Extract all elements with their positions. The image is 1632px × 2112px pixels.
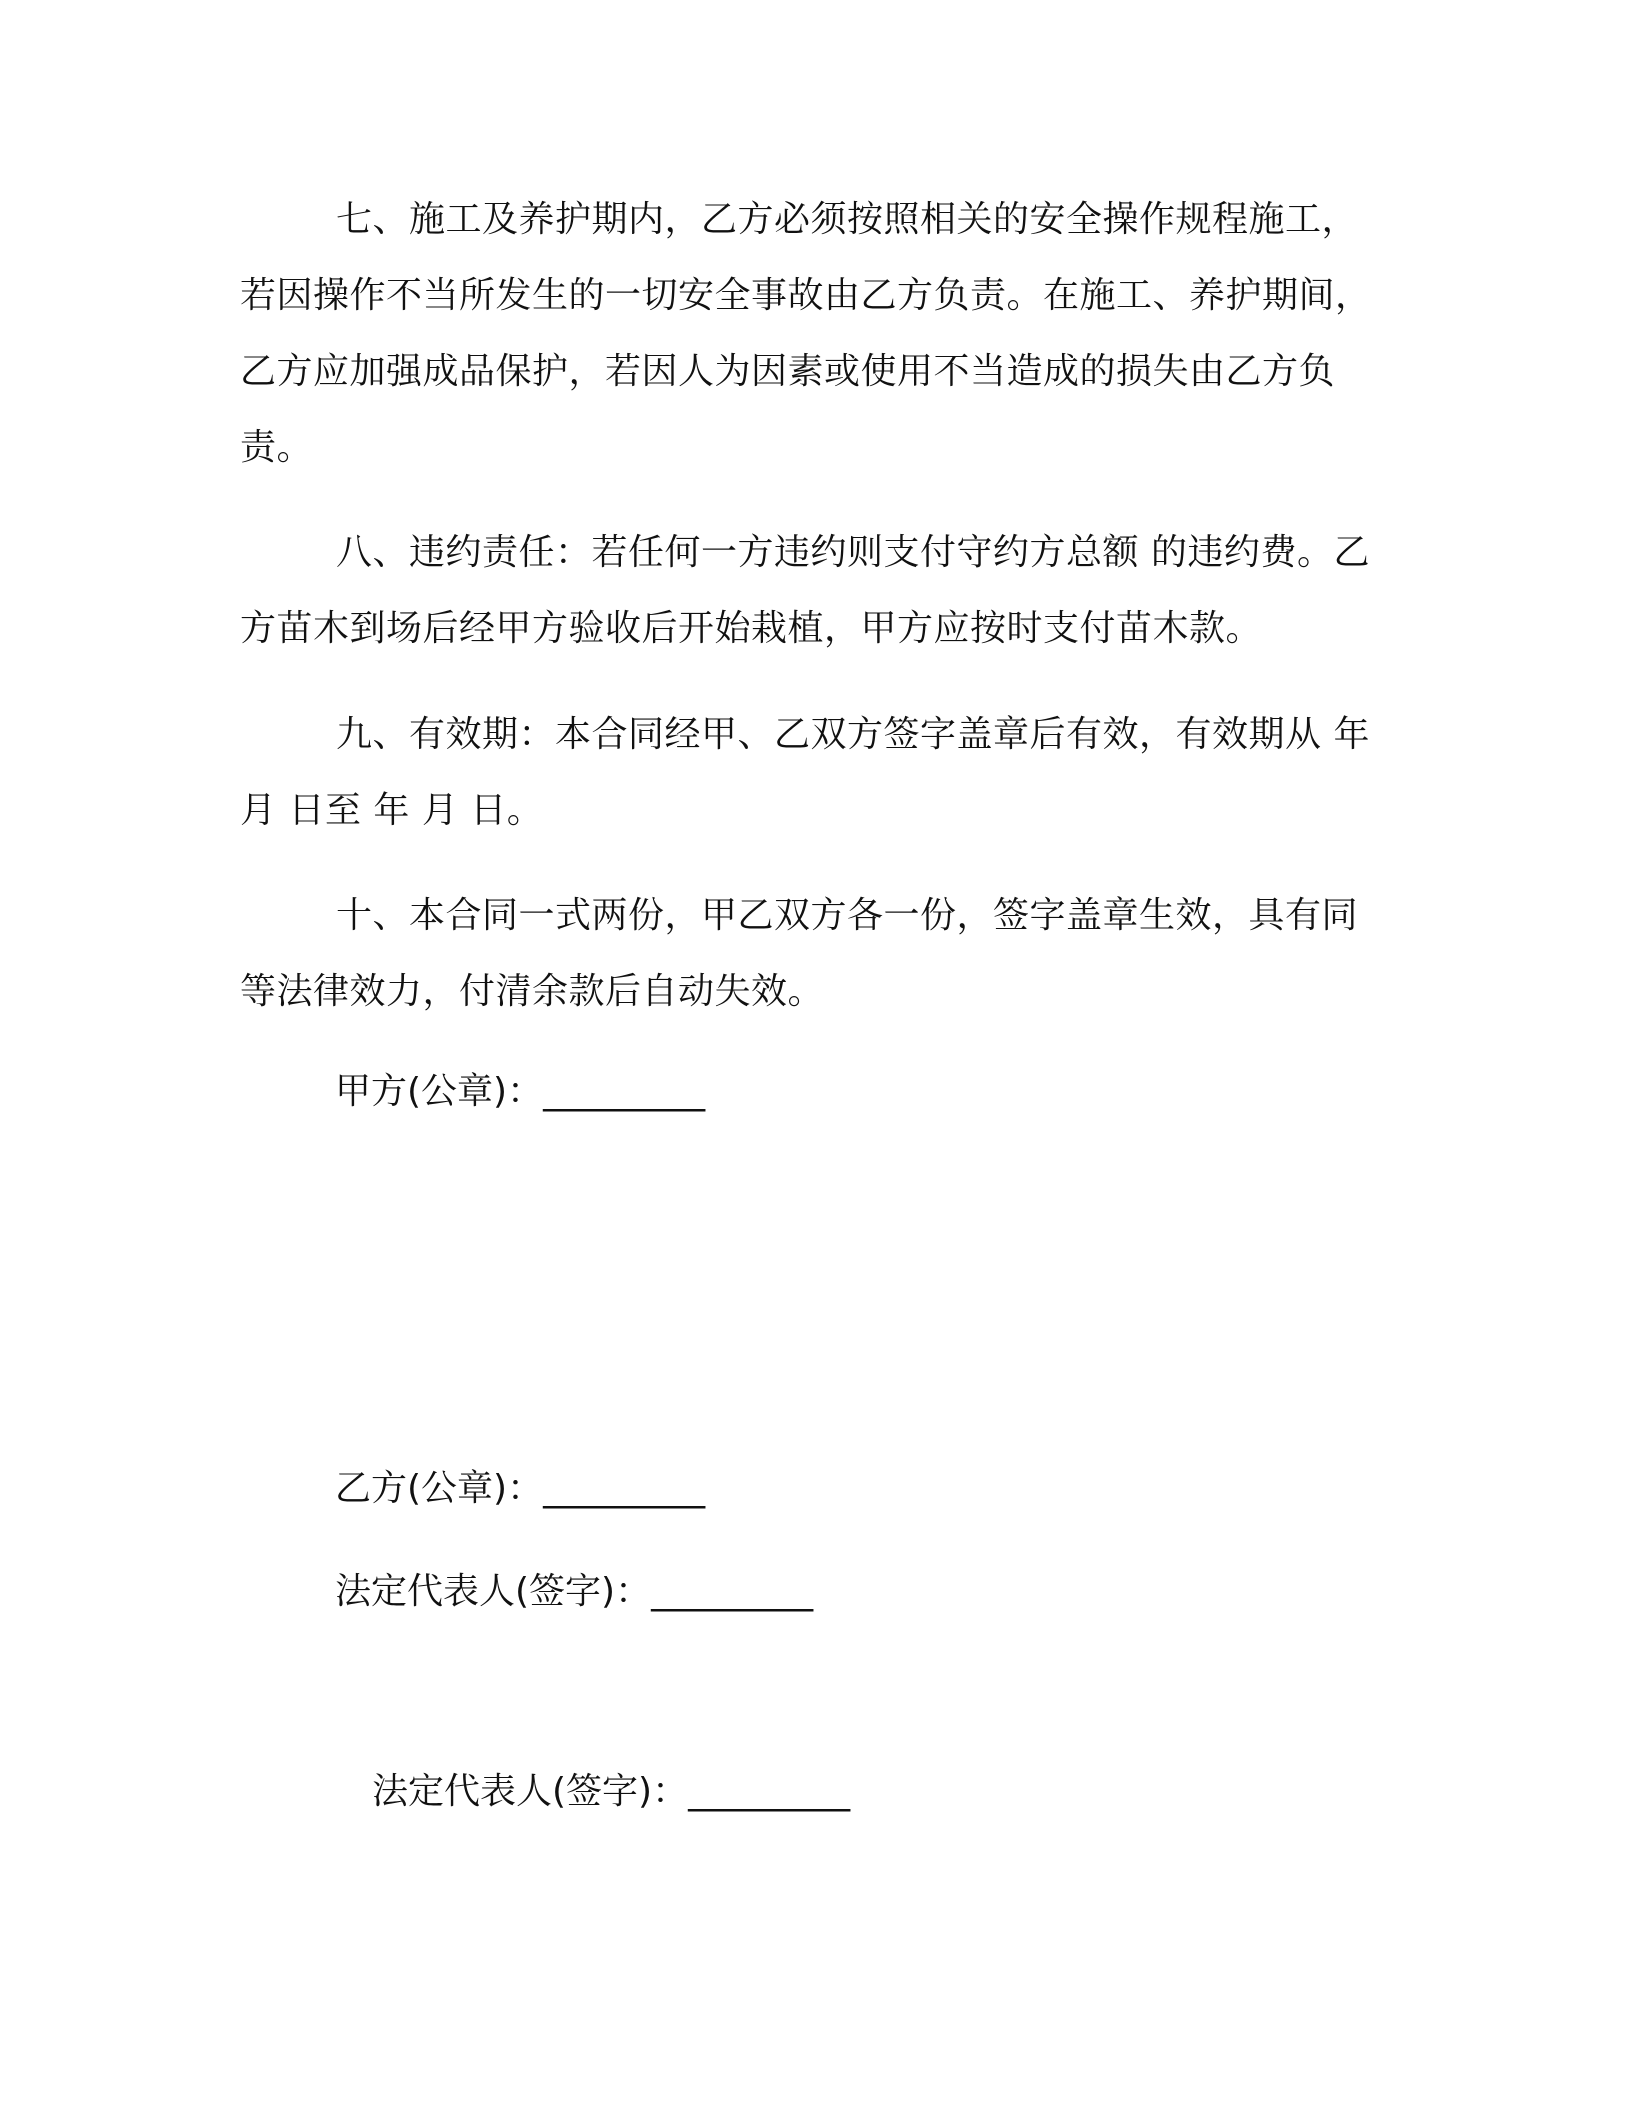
party-b-seal-line: 乙方(公章)：_________ xyxy=(335,1468,706,1509)
clause-ten: 十、本合同一式两份，甲乙双方各一份，签字盖章生效，具有同等法律效力，付清余款后自动失效。 xyxy=(240,895,1359,1012)
legal-representative-signature-line-2: 法定代表人(签字)：_________ xyxy=(372,1771,851,1812)
clause-eight: 八、违约责任：若任何一方违约则支付守约方总额 的违约费。乙方苗木到场后经甲方验收后开始栽植，甲方应按时支付苗木款。 xyxy=(240,532,1370,649)
legal-representative-signature-line: 法定代表人(签字)：_________ xyxy=(335,1571,814,1612)
clause-nine: 九、有效期：本合同经甲、乙双方签字盖章后有效，有效期从 年月 日至 年 月 日。 xyxy=(240,714,1370,831)
party-a-seal-line: 甲方(公章)：_________ xyxy=(335,1071,706,1112)
clause-seven: 七、施工及养护期内，乙方必须按照相关的安全操作规程施工，若因操作不当所发生的一切安全事故由乙方负责。在施工、养护期间，乙方应加强成品保护，若因人为因素或使用不当造成的损失由乙方负责。 xyxy=(240,199,1372,468)
